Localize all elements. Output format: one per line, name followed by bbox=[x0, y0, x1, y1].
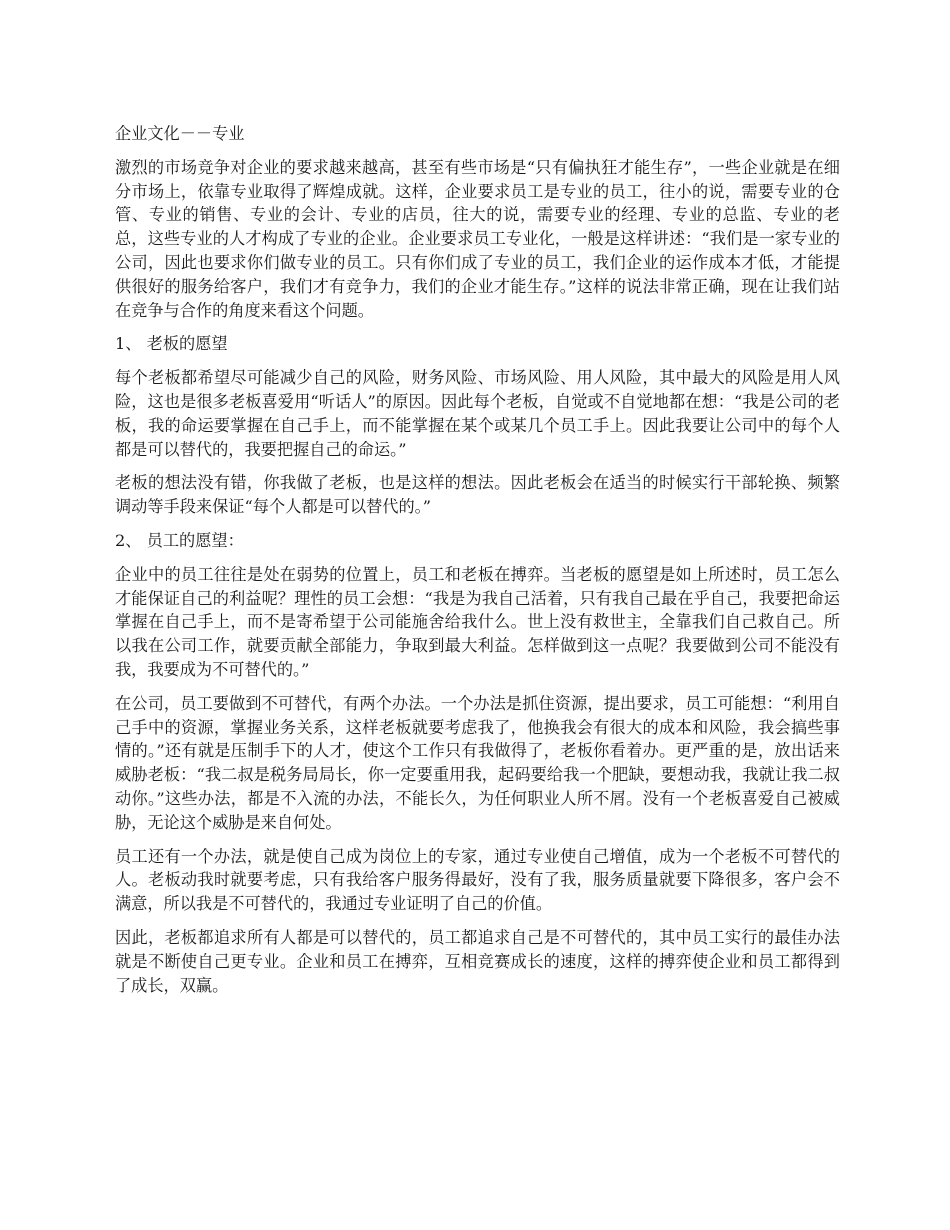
paragraph-two-methods: 在公司，员工要做到不可替代，有两个办法。一个办法是抓住资源，提出要求，员工可能想：“利用自己手中的资源，掌握业务关系，这样老板就要考虑我了，他换我会有很大的成本和风险，我会搞些事情的。”还有就是压制手下的人才，使这个工作只有我做得了，老板你看着办。更严重的是，放出话来威胁老板：“我二叔是税务局局长，你一定要重用我，起码要给我一个肥缺，要想动我，我就让我二叔动你。”这些办法，都是不入流的办法，不能长久，为任何职业人所不屑。没有一个老板喜爱自己被威胁，无论这个威胁是来自何处。 bbox=[115, 693, 840, 832]
paragraph-boss-risk: 每个老板都希望尽可能减少自己的风险，财务风险、市场风险、用人风险，其中最大的风险是用人风险，这也是很多老板喜爱用“听话人”的原因。因此每个老板，自觉或不自觉地都在想：“我是公司的老板，我的命运要掌握在自己手上，而不能掌握在某个或某几个员工手上。因此我要让公司中的每个人都是可以替代的，我要把握自己的命运。” bbox=[115, 368, 840, 459]
paragraph-employee-position: 企业中的员工往往是处在弱势的位置上，员工和老板在搏弈。当老板的愿望是如上所述时，员工怎么才能保证自己的利益呢？理性的员工会想：“我是为我自己活着，只有我自己最在乎自己，我要把命运掌握在自己手上，而不是寄希望于公司能施舍给我什么。世上没有救世主，全靠我们自己救自己。所以我在公司工作，就要贡献全部能力，争取到最大利益。怎样做到这一点呢？我要做到公司不能没有我，我要成为不可替代的。” bbox=[115, 564, 840, 679]
paragraph-conclusion: 因此，老板都追求所有人都是可以替代的，员工都追求自己是不可替代的，其中员工实行的最佳办法就是不断使自己更专业。企业和员工在搏弈，互相竞赛成长的速度，这样的搏弈使企业和员工都得到了成长，双赢。 bbox=[115, 927, 840, 995]
paragraph-intro: 激烈的市场竞争对企业的要求越来越高，甚至有些市场是“只有偏执狂才能生存”，一些企业就是在细分市场上，依靠专业取得了辉煌成就。这样，企业要求员工是专业的员工，往小的说，需要专业的仓管、专业的销售、专业的会计、专业的店员，往大的说，需要专业的经理、专业的总监、专业的老总，这些专业的人才构成了专业的企业。企业要求员工专业化，一般是这样讲述：“我们是一家专业的公司，因此也要求你们做专业的员工。只有你们成了专业的员工，我们企业的运作成本才低，才能提供很好的服务给客户，我们才有竞争力，我们的企业才能生存。”这样的说法非常正确，现在让我们站在竞争与合作的角度来看这个问题。 bbox=[115, 157, 840, 320]
document-title: 企业文化－－专业 bbox=[115, 124, 245, 143]
document-page bbox=[115, 122, 840, 1007]
paragraph-boss-thinking: 老板的想法没有错，你我做了老板，也是这样的想法。因此老板会在适当的时候实行干部轮换、频繁调动等手段来保证“每个人都是可以替代的。” bbox=[115, 473, 840, 517]
section-heading-boss-wish: 1、 老板的愿望 bbox=[115, 334, 228, 354]
paragraph-expert-method: 员工还有一个办法，就是使自己成为岗位上的专家，通过专业使自己增值，成为一个老板不可替代的人。老板动我时就要考虑，只有我给客户服务得最好，没有了我，服务质量就要下降很多，客户会不满意，所以我是不可替代的，我通过专业证明了自己的价值。 bbox=[115, 846, 840, 914]
section-heading-employee-wish: 2、 员工的愿望： bbox=[115, 530, 244, 550]
